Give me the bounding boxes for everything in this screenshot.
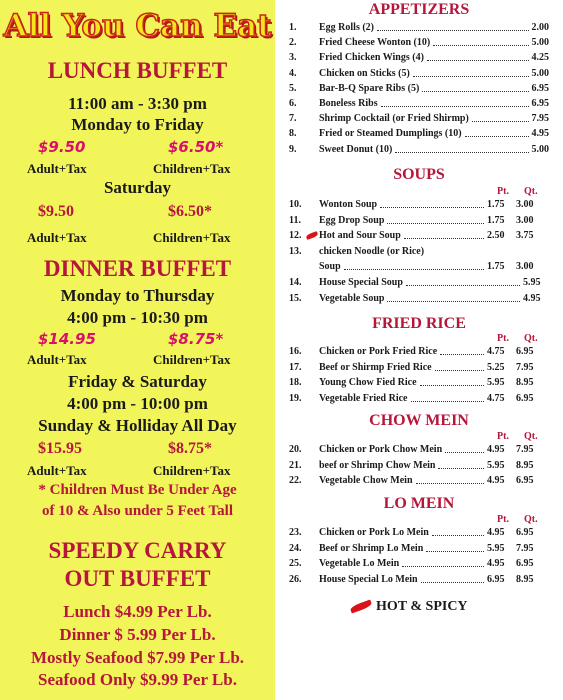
item-name: Soup xyxy=(319,261,341,273)
buffet-panel xyxy=(0,0,275,700)
dot-leader xyxy=(427,52,529,61)
item-name: Vegetable Lo Mein xyxy=(319,558,400,570)
dot-leader xyxy=(380,199,484,208)
item-number: 19. xyxy=(289,392,302,404)
item-number: 14. xyxy=(289,277,302,288)
lunch-buffet-title: LUNCH BUFFET xyxy=(47,58,228,83)
friday-saturday-label: Friday & Saturday xyxy=(68,372,207,391)
pt-header: Pt. xyxy=(497,186,509,197)
item-number: 21. xyxy=(289,459,302,471)
menu-item xyxy=(275,527,563,541)
menu-item xyxy=(275,215,563,229)
adult-tax-label: Adult+Tax xyxy=(27,230,87,245)
item-price-quart: 5.95 xyxy=(523,277,541,288)
item-price-pint: 5.25 xyxy=(487,361,505,373)
item-price-pint: 4.95 xyxy=(487,444,505,455)
all-you-can-eat-banner: All You Can Eat xyxy=(3,8,272,44)
lunch-saturday-adult-price: $9.50 xyxy=(38,203,74,220)
item-number: 8. xyxy=(289,128,297,140)
lunch-saturday-tax-labels xyxy=(0,230,275,248)
children-age-note-line2: of 10 & Also under 5 Feet Tall xyxy=(42,503,233,519)
sunday-tax-labels xyxy=(0,463,275,481)
item-price: 2.00 xyxy=(531,22,549,33)
dinner-weekday-child-price: $8.75* xyxy=(168,330,224,348)
item-price: 4.95 xyxy=(531,128,549,140)
item-price-pint: 4.75 xyxy=(487,392,505,404)
menu-item xyxy=(275,37,563,51)
adult-tax-label: Adult+Tax xyxy=(27,161,87,176)
item-name: chicken Noodle (or Rice) xyxy=(319,245,425,257)
menu-item xyxy=(275,346,563,360)
item-price-quart: 6.95 xyxy=(516,527,534,538)
item-name: Chicken on Sticks (5) xyxy=(319,67,410,79)
item-price-pint: 6.95 xyxy=(487,573,505,585)
item-price-quart: 3.00 xyxy=(516,199,534,210)
menu-item xyxy=(275,362,563,376)
item-number: 15. xyxy=(289,292,302,304)
children-tax-label: Children+Tax xyxy=(153,161,231,176)
item-number: 25. xyxy=(289,558,302,570)
menu-item xyxy=(275,113,563,127)
item-name: Chicken or Pork Chow Mein xyxy=(319,444,443,455)
dot-leader xyxy=(435,362,484,371)
dot-leader xyxy=(344,261,484,270)
dot-leader xyxy=(381,98,529,107)
item-number: 1. xyxy=(289,22,297,33)
item-price-pint: 5.95 xyxy=(487,459,505,471)
item-number: 2. xyxy=(289,37,297,49)
item-number: 9. xyxy=(289,143,297,155)
qt-header: Qt. xyxy=(524,431,538,442)
menu-item xyxy=(275,22,563,36)
item-number: 5. xyxy=(289,82,297,94)
dinner-weekday-prices xyxy=(0,330,275,352)
item-price-quart: 7.95 xyxy=(516,361,534,373)
menu-item xyxy=(275,83,563,97)
item-name: Beef or Shrimp Lo Mein xyxy=(319,542,424,554)
item-number: 23. xyxy=(289,527,302,538)
chili-pepper-icon xyxy=(349,600,372,614)
item-number: 13. xyxy=(289,245,302,257)
menu-item xyxy=(275,144,563,158)
item-number: 26. xyxy=(289,573,302,585)
item-price-quart: 7.95 xyxy=(516,542,534,554)
item-price: 6.95 xyxy=(531,82,549,94)
menu-item xyxy=(275,558,563,572)
chow-mein-title: CHOW MEIN xyxy=(369,412,469,429)
sunday-prices xyxy=(0,440,275,462)
item-number: 6. xyxy=(289,98,297,109)
dot-leader xyxy=(406,277,520,286)
item-price-pint: 1.75 xyxy=(487,214,505,226)
dot-leader xyxy=(404,230,484,239)
item-number: 7. xyxy=(289,113,297,125)
lunch-days: Monday to Friday xyxy=(71,115,204,134)
menu-item xyxy=(275,475,563,489)
item-name: Beef or Shirmp Fried Rice xyxy=(319,361,432,373)
a-la-carte-menu xyxy=(275,0,563,700)
adult-tax-label: Adult+Tax xyxy=(27,463,87,478)
item-name: Young Chow Fied Rice xyxy=(319,377,417,389)
dot-leader xyxy=(433,37,528,46)
saturday-label: Saturday xyxy=(103,178,172,197)
per-lb-seafood-only: Seafood Only $9.99 Per Lb. xyxy=(38,670,237,689)
pt-header: Pt. xyxy=(497,333,509,344)
dot-leader xyxy=(426,543,484,552)
dot-leader xyxy=(377,22,529,31)
item-price: 5.00 xyxy=(531,37,549,49)
lunch-saturday-prices xyxy=(0,203,275,225)
per-lb-dinner: Dinner $ 5.99 Per Lb. xyxy=(59,625,216,644)
dot-leader xyxy=(440,346,484,355)
menu-item xyxy=(275,68,563,82)
menu-item xyxy=(275,377,563,391)
item-name: Fried or Steamed Dumplings (10) xyxy=(319,128,462,140)
dinner-weekday-adult-price: $14.95 xyxy=(38,330,96,348)
item-number: 24. xyxy=(289,542,302,554)
dot-leader xyxy=(445,444,484,453)
item-price-quart: 3.00 xyxy=(516,214,534,226)
item-name: Egg Rolls (2) xyxy=(319,22,374,33)
dinner-hours: 4:00 pm - 10:30 pm xyxy=(67,308,208,327)
item-price-quart: 6.95 xyxy=(516,346,534,357)
item-price-pint: 1.75 xyxy=(487,199,505,210)
qt-header: Qt. xyxy=(524,514,538,525)
item-name: House Special Soup xyxy=(319,277,403,288)
item-price-pint: 4.75 xyxy=(487,346,505,357)
item-price-quart: 6.95 xyxy=(516,558,534,570)
menu-item xyxy=(275,460,563,474)
item-name: Chicken or Pork Fried Rice xyxy=(319,346,438,357)
lunch-weekday-child-price: $6.50* xyxy=(168,138,224,156)
item-number: 11. xyxy=(289,214,301,226)
item-number: 18. xyxy=(289,377,302,389)
out-buffet-title: OUT BUFFET xyxy=(64,566,211,591)
item-price-quart: 6.95 xyxy=(516,392,534,404)
item-price-quart: 3.75 xyxy=(516,230,534,242)
item-name: Shrimp Cocktail (or Fried Shirmp) xyxy=(319,113,469,125)
menu-item xyxy=(275,574,563,588)
item-number: 4. xyxy=(289,67,297,79)
per-lb-lunch: Lunch $4.99 Per Lb. xyxy=(63,602,212,621)
item-price-quart: 3.00 xyxy=(516,261,534,273)
dinner-days: Monday to Thursday xyxy=(60,286,215,305)
item-name: Wonton Soup xyxy=(319,199,378,210)
dot-leader xyxy=(411,393,485,402)
fried-rice-title: FRIED RICE xyxy=(372,315,466,332)
menu-item xyxy=(275,261,563,275)
item-name: Hot and Sour Soup xyxy=(319,230,401,242)
pt-header: Pt. xyxy=(497,514,509,525)
dot-leader xyxy=(387,215,484,224)
dot-leader xyxy=(472,113,529,122)
menu-item xyxy=(275,52,563,66)
speedy-carry-title: SPEEDY CARRY xyxy=(48,538,227,563)
item-number: 20. xyxy=(289,444,302,455)
item-number: 22. xyxy=(289,475,302,487)
dot-leader xyxy=(465,128,529,137)
menu-item xyxy=(275,293,563,307)
item-price-quart: 8.95 xyxy=(516,459,534,471)
item-name: Boneless Ribs xyxy=(319,98,378,109)
item-price: 5.00 xyxy=(531,67,549,79)
item-price-quart: 7.95 xyxy=(516,444,534,455)
sunday-child-price: $8.75* xyxy=(168,440,212,457)
children-tax-label: Children+Tax xyxy=(153,463,231,478)
item-price-pint: 5.95 xyxy=(487,542,505,554)
menu-item xyxy=(275,199,563,213)
pt-header: Pt. xyxy=(497,431,509,442)
item-price-pint: 4.95 xyxy=(487,527,505,538)
item-number: 17. xyxy=(289,361,302,373)
item-price-quart: 6.95 xyxy=(516,475,534,487)
item-name: Bar-B-Q Spare Ribs (5) xyxy=(319,82,420,94)
menu-item xyxy=(275,444,563,458)
menu-item xyxy=(275,246,563,260)
menu-item xyxy=(275,230,563,244)
dot-leader xyxy=(420,377,484,386)
item-price-quart: 8.95 xyxy=(516,377,534,389)
lunch-weekday-prices xyxy=(0,138,275,160)
dinner-weekday-tax-labels xyxy=(0,352,275,370)
dot-leader xyxy=(413,68,529,77)
children-age-note-line1: * Children Must Be Under Age xyxy=(38,482,237,498)
item-name: House Special Lo Mein xyxy=(319,573,418,585)
children-tax-label: Children+Tax xyxy=(153,230,231,245)
item-number: 10. xyxy=(289,199,302,210)
item-name: Fried Chicken Wings (4) xyxy=(319,52,424,64)
dot-leader xyxy=(387,293,520,302)
per-lb-mostly-seafood: Mostly Seafood $7.99 Per Lb. xyxy=(30,648,245,667)
item-price-quart: 8.95 xyxy=(516,573,534,585)
soups-title: SOUPS xyxy=(393,166,445,183)
adult-tax-label: Adult+Tax xyxy=(27,352,87,367)
dot-leader xyxy=(402,558,484,567)
item-name: Vegetable Chow Mein xyxy=(319,475,413,487)
item-price-quart: 4.95 xyxy=(523,292,541,304)
item-price: 6.95 xyxy=(531,98,549,109)
dot-leader xyxy=(416,475,484,484)
lunch-hours: 11:00 am - 3:30 pm xyxy=(68,94,207,113)
menu-item xyxy=(275,543,563,557)
item-price-pint: 1.75 xyxy=(487,261,505,273)
dinner-buffet-title: DINNER BUFFET xyxy=(43,256,232,281)
item-name: Vegetable Soup xyxy=(319,292,385,304)
menu-item xyxy=(275,393,563,407)
item-number: 12. xyxy=(289,230,302,242)
item-price-pint: 2.50 xyxy=(487,230,505,242)
children-tax-label: Children+Tax xyxy=(153,352,231,367)
item-price-pint: 5.95 xyxy=(487,377,505,389)
friday-saturday-hours: 4:00 pm - 10:00 pm xyxy=(67,394,208,413)
lunch-saturday-child-price: $6.50* xyxy=(168,203,212,220)
menu-item xyxy=(275,98,563,112)
qt-header: Qt. xyxy=(524,333,538,344)
item-name: Chicken or Pork Lo Mein xyxy=(319,527,429,538)
menu-item xyxy=(275,128,563,142)
menu-item xyxy=(275,277,563,291)
sunday-adult-price: $15.95 xyxy=(38,440,82,457)
item-price: 5.00 xyxy=(531,143,549,155)
item-name: Sweet Donut (10) xyxy=(319,143,393,155)
item-number: 3. xyxy=(289,52,297,64)
dot-leader xyxy=(421,574,484,583)
item-name: beef or Shrimp Chow Mein xyxy=(319,459,436,471)
dot-leader xyxy=(395,144,528,153)
item-price-pint: 4.95 xyxy=(487,558,505,570)
item-name: Egg Drop Soup xyxy=(319,214,385,226)
item-price: 4.25 xyxy=(531,52,549,64)
dot-leader xyxy=(432,527,484,536)
dot-leader xyxy=(438,460,484,469)
lo-mein-title: LO MEIN xyxy=(383,495,455,512)
hot-spicy-legend xyxy=(350,599,468,615)
item-name: Vegetable Fried Rice xyxy=(319,392,408,404)
item-price: 7.95 xyxy=(531,113,549,125)
dot-leader xyxy=(422,83,528,92)
item-price-pint: 4.95 xyxy=(487,475,505,487)
qt-header: Qt. xyxy=(524,186,538,197)
sunday-holiday-label: Sunday & Holliday All Day xyxy=(38,416,237,435)
lunch-weekday-tax-labels xyxy=(0,161,275,179)
appetizers-title: APPETIZERS xyxy=(368,1,470,18)
item-name: Fried Cheese Wonton (10) xyxy=(319,37,431,49)
hot-spicy-label: HOT & SPICY xyxy=(376,599,468,614)
lunch-weekday-adult-price: $9.50 xyxy=(38,138,86,156)
item-number: 16. xyxy=(289,346,302,357)
